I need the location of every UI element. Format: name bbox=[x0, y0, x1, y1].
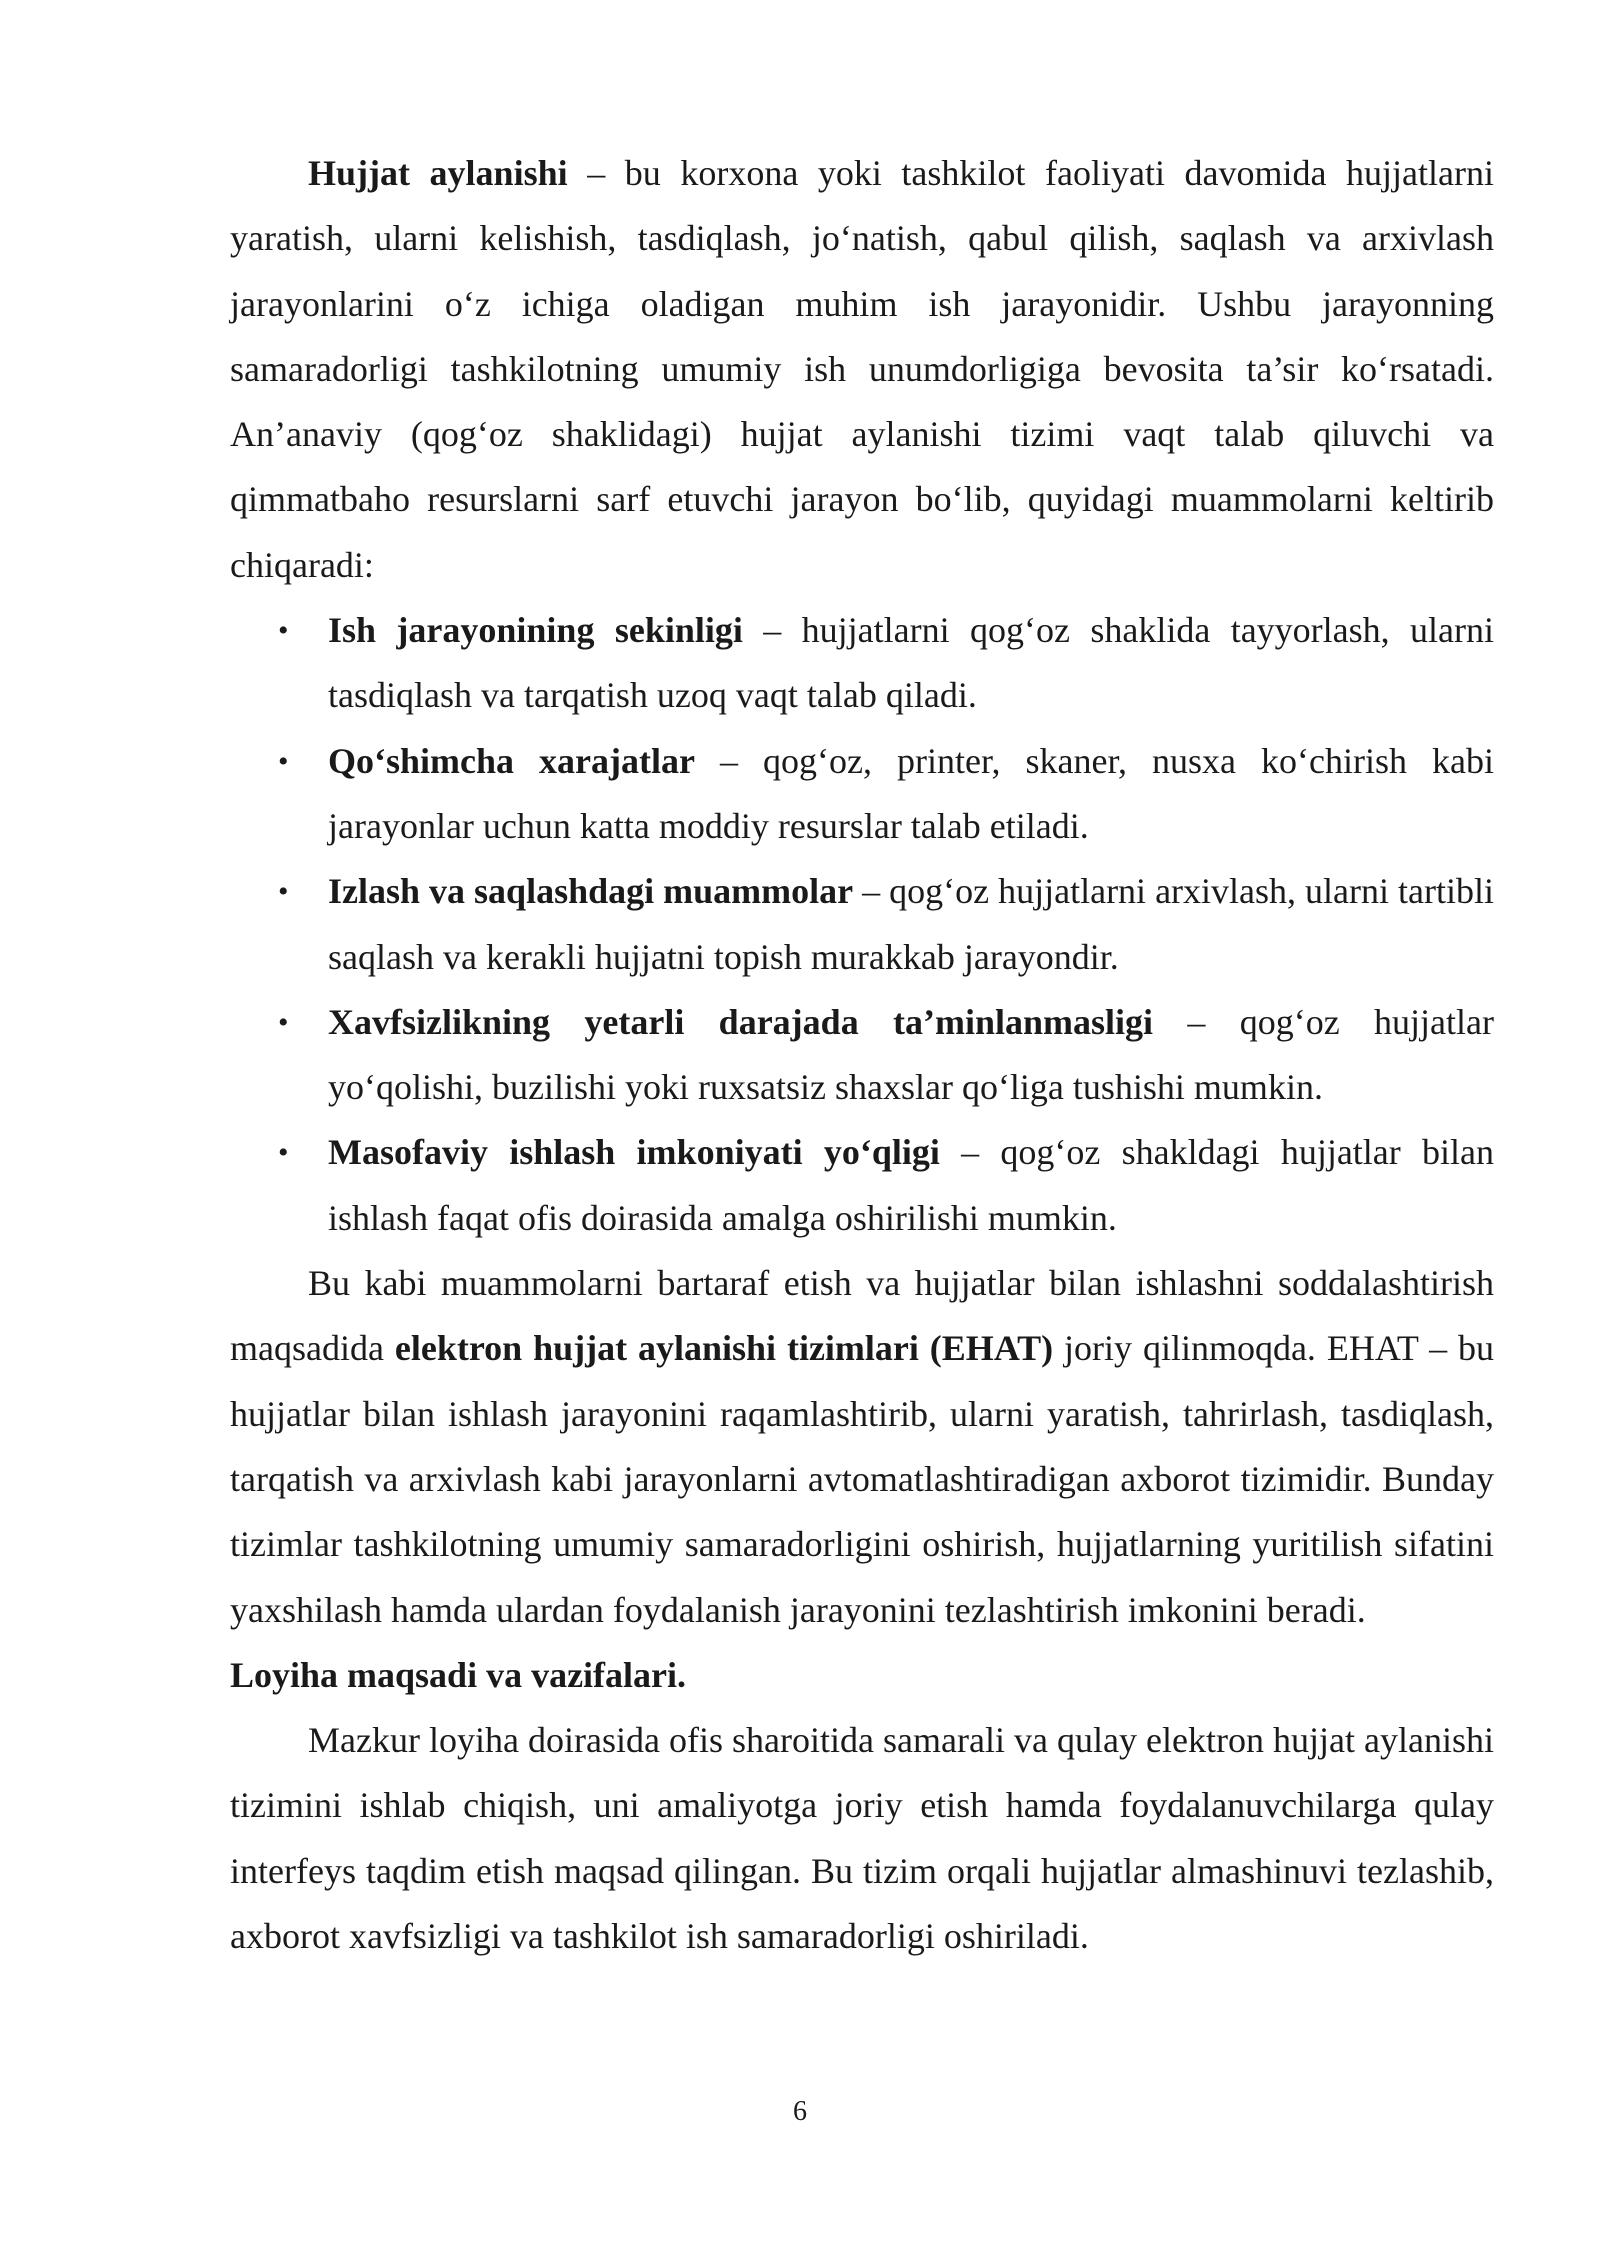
list-item bbox=[230, 990, 1494, 1121]
list-item bbox=[230, 729, 1494, 860]
list-item-term: Izlash va saqlashdagi muammolar bbox=[328, 871, 854, 912]
list-item-text: – qog‘oz shakldagi hujjatlar bilan ishlash faqat ofis doirasida amalga oshirilishi mumkin. bbox=[328, 1132, 1495, 1238]
section-heading: Loyiha maqsadi va vazifalari. bbox=[230, 1654, 687, 1695]
document-page bbox=[230, 141, 1494, 1969]
intro-paragraph bbox=[230, 141, 1494, 598]
bullet-icon: • bbox=[278, 744, 289, 778]
page-number: 6 bbox=[793, 2096, 807, 2127]
list-item-term: Xavfsizlikning yetarli darajada ta’minlanmasligi bbox=[328, 1001, 1154, 1042]
list-item-term: Ish jarayonining sekinligi bbox=[328, 610, 743, 651]
list-item bbox=[230, 859, 1494, 990]
ehat-term: elektron hujjat aylanishi tizimlari (EHAT) bbox=[394, 1328, 1054, 1369]
list-item-term: Masofaviy ishlash imkoniyati yo‘qligi bbox=[328, 1132, 940, 1173]
ehat-text-before: Bu kabi muammolarni bartaraf etish va hujjatlar bilan ishlashni soddalashtirish maqsadida bbox=[230, 1263, 1494, 1369]
ehat-text-after: joriy qilinmoqda. EHAT – bu hujjatlar bilan ishlash jarayonini raqamlashtirib, ularni yaratish, tahrirlash, tasdiqlash, tarqatish va arxivlash kabi jarayonlarni avtomatlashtiradigan axborot tizimidir. Bunday tizimlar tashkilotning umumiy samaradorligini oshirish, hujjatlarning yuritilish sifatini yaxshilash hamda ulardan foydalanish jarayonini tezlashtirish imkonini beradi. bbox=[230, 1328, 1494, 1630]
ehat-paragraph bbox=[230, 1251, 1494, 1643]
list-item-text: – qog‘oz hujjatlar yo‘qolishi, buzilishi yoki ruxsatsiz shaxslar qo‘liga tushishi mumkin. bbox=[328, 1001, 1494, 1108]
intro-term: Hujjat aylanishi bbox=[308, 153, 568, 193]
list-item-text: – qog‘oz hujjatlarni arxivlash, ularni tartibli saqlash va kerakli hujjatni topish murakkab jarayondir. bbox=[328, 871, 1494, 977]
bullet-icon: • bbox=[278, 1136, 289, 1170]
section-paragraph: Mazkur loyiha doirasida ofis sharoitida samarali va qulay elektron hujjat aylanishi tizimini ishlab chiqish, uni amaliyotga joriy etish hamda foydalanuvchilarga qulay interfeys taqdim etish maqsad qilingan. Bu tizim orqali hujjatlar almashinuvi tezlashib, axborot xavfsizligi va tashkilot ish samaradorligi oshiriladi. bbox=[230, 1720, 1494, 1957]
bullet-icon: • bbox=[278, 614, 289, 648]
list-item-text: – qog‘oz, printer, skaner, nusxa ko‘chirish kabi jarayonlar uchun katta moddiy resurslar talab etiladi. bbox=[328, 740, 1494, 846]
list-item-text: – hujjatlarni qog‘oz shaklida tayyorlash, ularni tasdiqlash va tarqatish uzoq vaqt talab qiladi. bbox=[328, 610, 1494, 716]
list-item-term: Qo‘shimcha xarajatlar bbox=[328, 740, 695, 781]
bullet-icon: • bbox=[278, 1005, 289, 1039]
intro-text: – bu korxona yoki tashkilot faoliyati davomida hujjatlarni yaratish, ularni kelishish, tasdiqlash, jo‘natish, qabul qilish, saqlash va arxivlash jarayonlarini o‘z ichiga oladigan muhim ish jarayonidir. Ushbu jarayonning samaradorligi tashkilotning umumiy ish unumdorligiga bevosita ta’sir ko‘rsatadi. An’anaviy (qog‘oz shaklidagi) hujjat aylanishi tizimi vaqt talab qiluvchi va qimmatbaho resurslarni sarf etuvchi jarayon bo‘lib, quyidagi muammolarni keltirib chiqaradi: bbox=[230, 153, 1495, 585]
list-item bbox=[230, 598, 1494, 729]
problems-list bbox=[230, 598, 1494, 1251]
list-item bbox=[230, 1120, 1494, 1251]
bullet-icon: • bbox=[278, 875, 289, 909]
